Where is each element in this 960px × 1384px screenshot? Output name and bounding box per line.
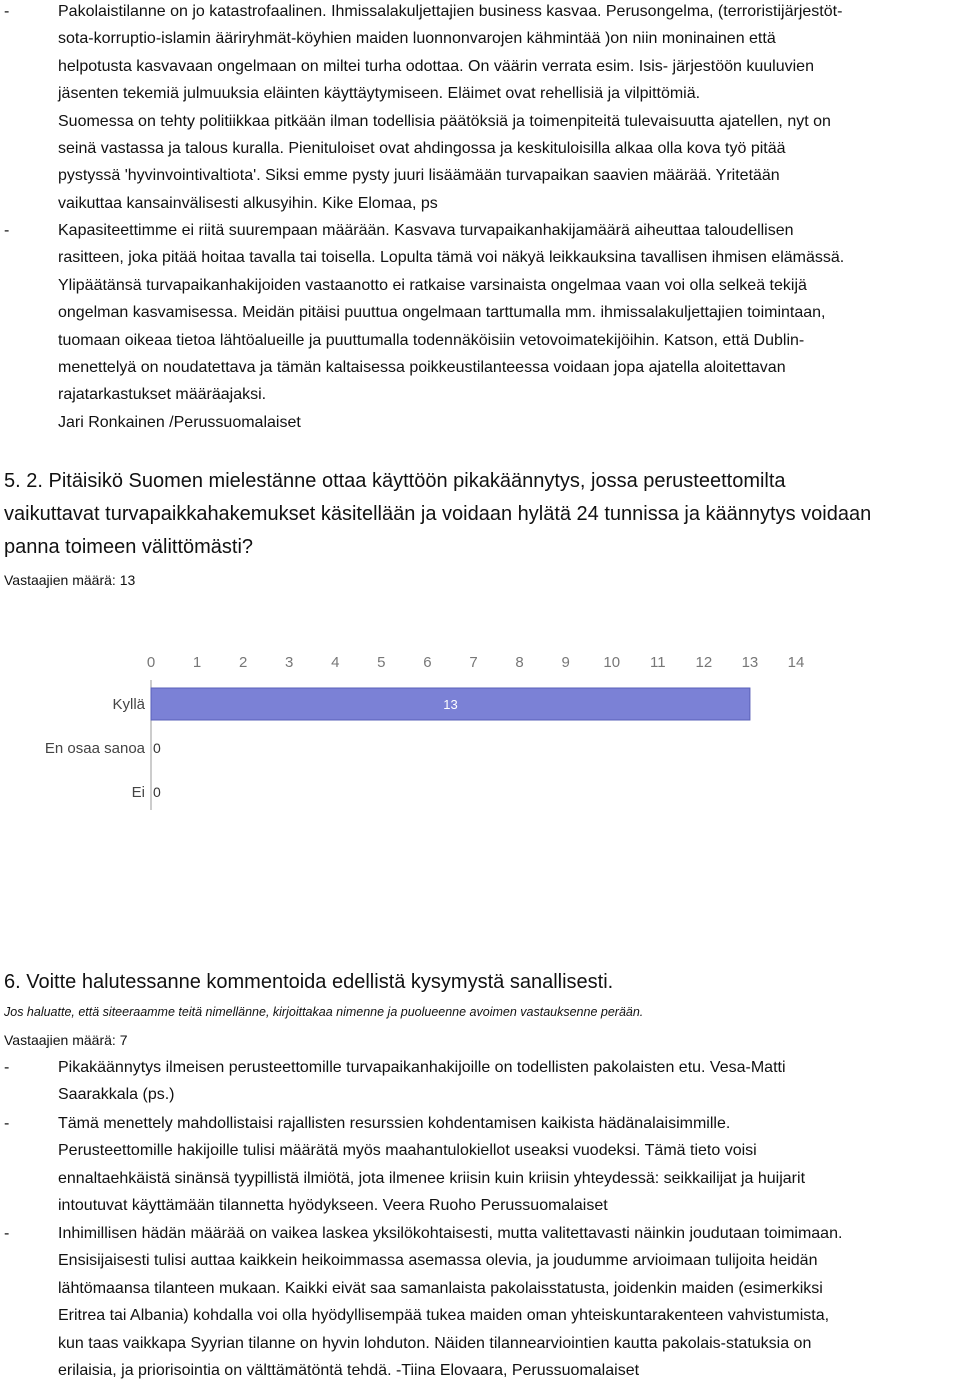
respondent-count: Vastaajien määrä: 7 [4,1032,128,1048]
text-line: sota-korruptio-islamin ääriryhmät-köyhien maiden luonnonvarojen kähmintää )on niin moninainen että [58,30,776,48]
title-line: vaikuttavat turvapaikkahakemukset käsitellään ja voidaan hylätä 24 tunnissa ja käännytys voidaan [4,503,872,525]
x-tick-label: 2 [238,654,248,671]
bar-chart [0,640,960,820]
respondent-count: Vastaajien määrä: 13 [4,572,136,588]
bullet-dash: - [4,222,10,239]
text-line: jäsenten tekemiä julmuuksia eläinten käyttäytymiseen. Eläimet ovat rehellisiä ja vilpittömiä. [58,85,701,103]
category-label: En osaa sanoa [44,740,145,757]
x-tick-label: 11 [649,654,666,671]
x-tick-label: 13 [741,654,759,671]
text-line: intoutuvat käyttämään tilannetta hyödykseen. Veera Ruoho Perussuomalaiset [58,1197,608,1215]
x-tick-label: 12 [695,654,713,671]
text-line: lähtömaansa tilanteen mukaan. Kaikki eivät saa samanlaista pakolaisstatusta, joidenkin maiden (esimerkiksi [58,1279,823,1297]
category-label: Ei [131,784,145,801]
x-tick-label: 1 [192,654,202,671]
x-tick-label: 6 [423,654,432,671]
text-line: kun taas vaikkapa Syyrian tilanne on hyvin lohduton. Näiden tilannearviointien kautta pakolais-statuksia on [58,1334,812,1352]
bullet-dash: - [4,1225,10,1242]
text-line: tuomaan oikeaa tietoa lähtöalueille ja puuttumalla todennäköisiin vetovoimatekijöihin. Katson, että Dublin- [58,331,805,349]
answer-comment-1 [58,1054,958,1109]
x-tick-label: 5 [377,654,386,671]
text-line: Ylipäätänsä turvapaikanhakijoiden vastaanotto ei ratkaise varsinaista ongelmaa vaan voi olla selkeä tekijä [58,276,807,294]
text-line: erilaisia, ja priorisointia on välttämätöntä tehdä. -Tiina Elovaara, Perussuomalaiset [58,1362,640,1380]
text-line: Saarakkala (ps.) [58,1086,175,1104]
question-title [4,465,960,564]
text-line: helpotusta kasvavaan ongelmaan on miltei turha odottaa. On väärin verrata esim. Isis- järjestöön kuuluvien [58,57,814,75]
x-tick-label: 0 [146,654,156,671]
text-line: Inhimillisen hädän määrää on vaikea laskea yksilökohtaisesti, mutta valitettavasti näinkin joudutaan toimimaan. [58,1225,843,1242]
text-line: vaikuttaa kansainvälisesti alkusyihin. Kike Elomaa, ps [58,194,438,212]
x-tick-label: 8 [515,654,524,671]
answer-comment-3 [58,1220,958,1384]
text-line: Jari Ronkainen /Perussuomalaiset [58,413,301,431]
answer-comment-2 [58,1110,958,1220]
bullet-dash: - [4,1115,10,1132]
text-line: menettelyä on noudatettava ja tämän kaltaisessa poikkeustilanteessa voidaan jopa ajatella aloitettavan [58,359,786,377]
citation-note: Jos haluatte, että siteeraamme teitä nimellänne, kirjoittakaa nimenne ja puolueenne avoimen vastauksenne perään. [4,1005,644,1019]
text-line: Ensisijaisesti tulisi auttaa kaikkein heikoimmassa asemassa olevia, ja joudumme arvioimaan tulijoita heidän [58,1252,818,1270]
answer-comment-2 [58,217,958,436]
bullet-dash: - [4,3,10,20]
bar-value-label: 0 [153,740,161,756]
x-tick-label: 7 [469,654,478,671]
answer-comment-1 [58,0,958,217]
x-tick-label: 10 [603,654,621,671]
category-label: Kyllä [112,696,145,713]
x-tick-label: 4 [331,654,340,671]
text-line: rasitteen, joka pitää hoitaa tavalla tai toisella. Lopulta tämä voi näkyä leikkauksina tavallisen ihmisen elämässä. [58,249,845,267]
text-line: Eritrea tai Albania) kohdalla voi olla hyödyllisempää tukea maiden oman yhteiskuntarakenteen vahvistumista, [58,1307,830,1325]
title-line: panna toimeen välittömästi? [4,536,254,558]
x-tick-label: 14 [787,654,805,671]
text-line: ongelman kasvamisessa. Meidän pitäisi puuttua ongelmaan tarttumalla mm. ihmissalakuljettajien toimintaan, [58,304,826,322]
x-tick-label: 9 [561,654,570,671]
text-line: Tämä menettely mahdollistaisi rajallisten resurssien kohdentamisen kaikista hädänalaisimmille. [58,1115,731,1132]
text-line: Perusteettomille hakijoille tulisi määrätä myös maahantulokiellot useaksi vuodeksi. Tämä tieto voisi [58,1142,757,1160]
bullet-dash: - [4,1059,10,1076]
bar-value-label: 13 [443,697,458,712]
question-title: 6. Voitte halutessanne kommentoida edellistä kysymystä sanallisesti. [4,971,614,993]
title-line: 5. 2. Pitäisikö Suomen mielestänne ottaa käyttöön pikakäännytys, jossa perusteettomilta [4,470,786,492]
text-line: ennaltaehkäistä sinänsä tyypillistä ilmiötä, jota ilmenee kriisin kuin kriisin yhteydessä: seikkailijat ja huijarit [58,1169,806,1187]
text-line: seinä vastassa ja talous kuralla. Pienituloiset ovat ahdingossa ja keskituloisilla alkaa olla kova työ pitää [58,140,786,158]
text-line: Kapasiteettimme ei riitä suurempaan määrään. Kasvava turvapaikanhakijamäärä aiheuttaa taloudellisen [58,222,794,239]
text-line: Pikakäännytys ilmeisen perusteettomille turvapaikanhakijoille on todellisten pakolaisten etu. Vesa-Matti [58,1059,786,1076]
bar-value-label: 0 [153,784,161,800]
text-line: Suomessa on tehty politiikkaa pitkään ilman todellisia päätöksiä ja toimenpiteitä tulevaisuutta ajatellen, nyt on [58,112,831,130]
text-line: rajatarkastukset määräajaksi. [58,386,267,404]
text-line: pystyssä 'hyvinvointivaltiota'. Siksi emme pysty juuri lisäämään turvapaikan saavien määrää. Yritetään [58,167,780,185]
text-line: Pakolaistilanne on jo katastrofaalinen. Ihmissalakuljettajien business kasvaa. Perusongelma, (terroristijärjestöt- [58,3,843,20]
x-tick-label: 3 [285,654,294,671]
